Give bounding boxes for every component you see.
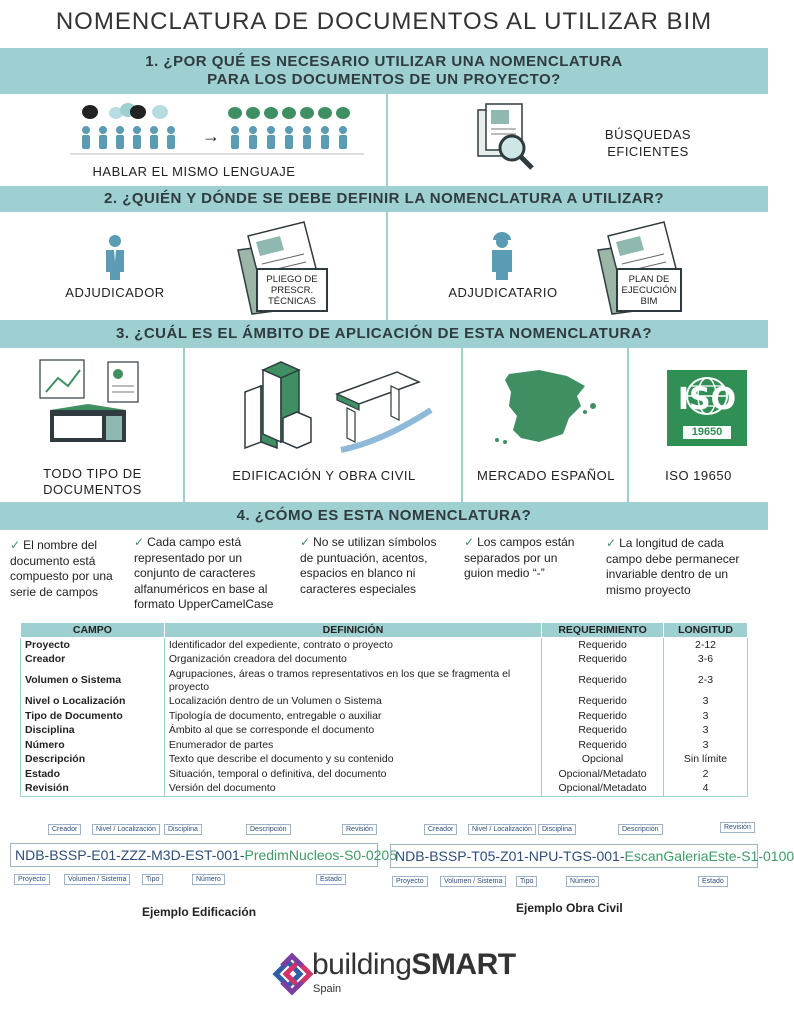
check-item-4: ✓ Los campos están separados por un guion medio “-” [464,535,575,580]
confused-people-icon [82,103,175,149]
column-header: LONGITUD [664,623,748,638]
table-row: Disciplina Ámbito al que se corresponde el documento Requerido 3 [21,724,748,739]
buildingsmart-logo-icon [268,952,316,996]
field-tag-disciplina: Disciplina [164,824,202,835]
table-row: Volumen o Sistema Agrupaciones, áreas o tramos representativos en los que se fragmenta el proyecto Requerido 2-3 [21,667,748,695]
section-4-heading: 4. ¿CÓMO ES ESTA NOMENCLATURA? [0,502,768,530]
people-talking-illustration [68,100,368,170]
field-tag-proyecto: Proyecto [392,876,428,887]
section-1-heading: 1. ¿POR QUÉ ES NECESARIO UTILIZAR UNA NOMENCLATURA PARA LOS DOCUMENTOS DE UN PROYECTO? [0,48,768,94]
nomenclature-table [20,622,748,797]
pliego-label-card: PLIEGO DE PRESCR. TÉCNICAS [256,268,328,312]
label-iso: ISO 19650 [665,468,732,483]
field-tag-numero: Número [192,874,225,885]
section-2-heading: 2. ¿QUIÉN Y DÓNDE SE DEBE DEFINIR LA NOMENCLATURA A UTILIZAR? [0,186,768,212]
field-tag-creador: Creador [424,824,457,835]
field-tag-volumen: Volumen / Sistema [440,876,506,887]
caption-edificacion: Ejemplo Edificación [142,905,257,919]
section-3-heading: 3. ¿CUÁL ES EL ÁMBITO DE APLICACIÓN DE ESTA NOMENCLATURA? [0,320,768,348]
check-icon: ✓ [10,538,21,552]
check-icon: ✓ [464,535,475,549]
label-adjudicatario: ADJUDICATARIO [448,285,558,300]
label-spanish-market: MERCADO ESPAÑOL [476,468,615,483]
column-header: DEFINICIÓN [164,623,541,638]
table-row: Revisión Versión del documento Opcional/Metadato 4 [21,782,748,797]
column-header: CAMPO [21,623,165,638]
column-header: REQUERIMIENTO [542,623,664,638]
section-3-cell-spain [463,348,629,502]
check-item-3: ✓ No se utilizan símbolos de puntuación, acentos, espacios en blanco ni caracteres especiales [300,535,437,596]
label-adjudicador: ADJUDICADOR [65,285,165,300]
table-row: Estado Situación, temporal o definitiva, del documento Opcional/Metadato 2 [21,767,748,782]
plan-bim-label-card: PLAN DE EJECUCIÓN BIM [616,268,682,312]
field-tag-creador: Creador [48,824,81,835]
check-icon: ✓ [606,536,617,550]
field-tag-tipo: Tipo [516,876,537,887]
section-1-left-cell [0,94,388,186]
section-3-cell-construction [185,348,463,502]
check-icon: ✓ [134,535,145,549]
section-2-right-cell [388,212,768,320]
table-row: Descripción Texto que describe el documento y su contenido Opcional Sin límite [21,753,748,768]
check-icon: ✓ [300,535,311,549]
label-efficient-search: BÚSQUEDAS EFICIENTES [604,127,692,159]
field-tag-proyecto: Proyecto [14,874,50,885]
check-item-2: ✓ Cada campo está representado por un conjunto de caracteres alfanuméricos en base al formato UpperCamelCase [134,535,274,611]
field-tag-numero: Número [566,876,599,887]
section-1-right-cell [388,94,768,186]
field-tag-volumen: Volumen / Sistema [64,874,130,885]
document-search-icon [474,104,544,174]
field-tag-descripcion: Descripción [618,824,663,835]
field-tag-nivel: Nivel / Localización [468,824,536,835]
svg-text:→: → [202,126,220,146]
understanding-people-icon [228,107,350,149]
field-tag-estado: Estado [698,876,728,887]
buildings-bridge-icon [241,358,441,454]
table-header-row [21,623,748,638]
table-row: Creador Organización creadora del documento Requerido 3-6 [21,652,748,667]
table-row: Tipo de Documento Tipología de documento, entregable o auxiliar Requerido 3 [21,709,748,724]
page-title: NOMENCLATURA DE DOCUMENTOS AL UTILIZAR BIM [55,8,713,35]
documents-building-icon [36,354,146,456]
code-example-obra-civil: NDB-BSSP-T05-Z01-NPU-TGS-001-EscanGaleriaEste-S1-0100 [390,844,758,868]
table-row: Proyecto Identificador del expediente, contrato o proyecto Requerido 2-12 [21,638,748,653]
field-tag-descripcion: Descripción [246,824,291,835]
field-tag-revision: Revisión [342,824,377,835]
iso-logo: ISO 19650 [667,370,747,446]
caption-obra-civil: Ejemplo Obra Civil [516,901,623,915]
table-row: Nivel o Localización Localización dentro de un Volumen o Sistema Requerido 3 [21,695,748,710]
buildingsmart-logo-text: buildingSMART [312,948,516,981]
field-tag-tipo: Tipo [142,874,163,885]
field-tag-nivel: Nivel / Localización [92,824,160,835]
spain-map-icon [489,366,609,446]
check-item-5: ✓ La longitud de cada campo debe permanecer invariable dentro de un mismo proyecto [606,536,740,597]
label-construction: EDIFICACIÓN Y OBRA CIVIL [232,468,416,483]
worker-person-icon [489,232,515,280]
label-all-documents: TODO TIPO DE DOCUMENTOS [43,466,142,497]
field-tag-estado: Estado [316,874,346,885]
code-example-edificacion: NDB-BSSP-E01-ZZZ-M3D-EST-001-PredimNucleos-S0-0205 [10,843,378,867]
check-item-1: ✓ El nombre del documento está compuesto por una serie de campos [10,538,113,599]
table-row: Número Enumerador de partes Requerido 3 [21,738,748,753]
person-icon [103,234,127,280]
section-3-cell-iso [629,348,768,502]
field-tag-disciplina: Disciplina [538,824,576,835]
field-tag-revision: Revisión [720,822,755,833]
buildingsmart-logo-sub: Spain [313,983,342,995]
label-same-language: HABLAR EL MISMO LENGUAJE [92,164,296,179]
section-2-left-cell [0,212,388,320]
section-3-cell-documents [0,348,185,502]
